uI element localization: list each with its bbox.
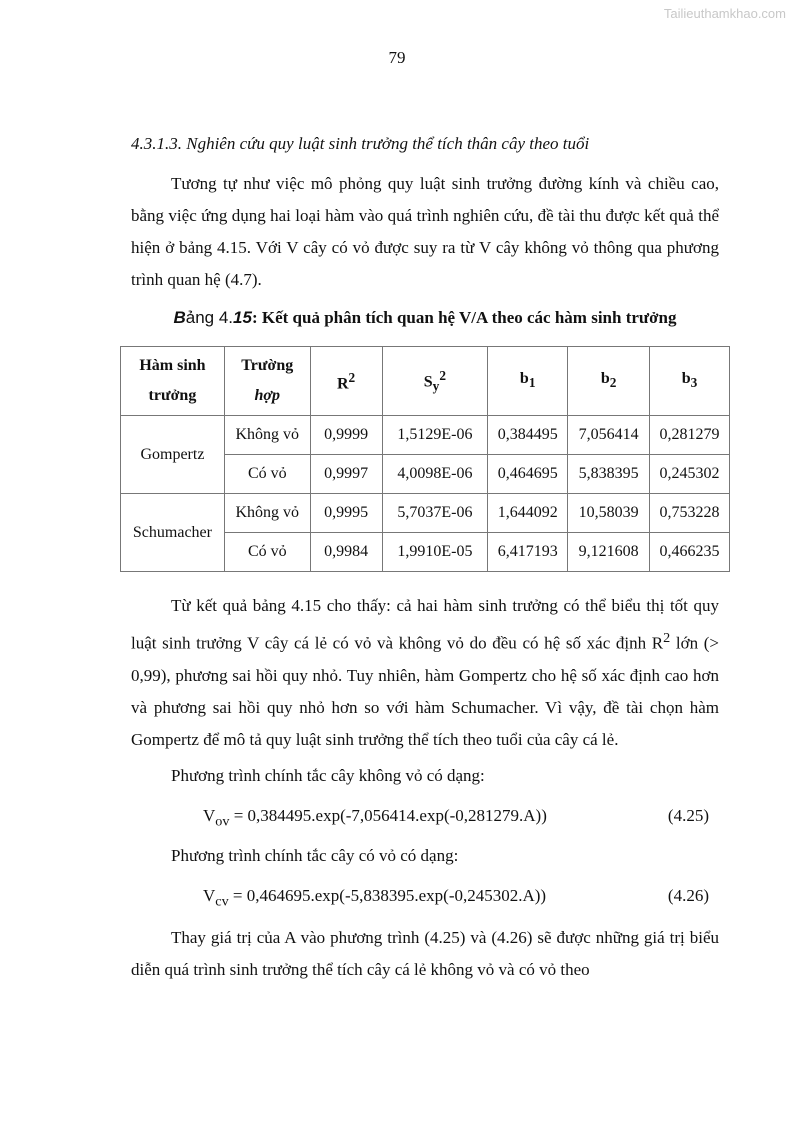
header-r2: $R^2$ xyxy=(310,347,382,416)
model-cell-gompertz: Gompertz xyxy=(121,416,225,494)
table-caption-text: : Kết quả phân tích quan hệ V/A theo các hàm sinh trưởng xyxy=(251,308,677,327)
header-sy2: $S_y^2$ xyxy=(382,347,488,416)
header-b2: $b_2$ xyxy=(568,347,650,416)
equation-expression: $V_{ov} = 0,384495.\exp(-7,056414.\exp(-0,281279.A))$ xyxy=(203,805,547,830)
equation-4-26 xyxy=(131,876,719,916)
sy2-cell: 5,7037E-06 xyxy=(382,494,488,533)
b1-cell: 6,417193 xyxy=(488,533,568,572)
paragraph-analysis: Từ kết quả bảng 4.15 cho thấy: cả hai hàm sinh trưởng có thể biểu thị tốt quy luật sinh trưởng V cây cá lẻ có vỏ và không vỏ do đều có hệ số xác định $R^2$ lớn (> 0,99), phương sai hồi quy nhỏ. Tuy nhiên, hàm Gompertz cho hệ số xác định cao hơn và phương sai hồi quy nhỏ hơn so với hàm Schumacher. Vì vậy, đề tài chọn hàm Gompertz để mô tả quy luật sinh trưởng thể tích theo tuổi của cây cá lẻ. xyxy=(131,596,719,749)
table-row xyxy=(121,494,730,533)
sy2-cell: 1,9910E-05 xyxy=(382,533,488,572)
equation-expression: $V_{cv} = 0,464695.\exp(-5,838395.\exp(-0,245302.A))$ xyxy=(203,885,547,910)
r2-cell: 0,9995 xyxy=(310,494,382,533)
paragraph-conclusion: Thay giá trị của A vào phương trình (4.25) và (4.26) sẽ được những giá trị biểu diễn quá trình sinh trưởng thể tích cây cá lẻ không vỏ và có vỏ theo xyxy=(131,927,719,979)
b1-cell: 0,384495 xyxy=(488,416,568,455)
header-b3: $b_3$ xyxy=(650,347,730,416)
header-function: Hàm sinh trưởng xyxy=(121,347,225,416)
case-cell: Có vỏ xyxy=(224,455,310,494)
case-cell: Có vỏ xyxy=(224,533,310,572)
table-header-row xyxy=(121,347,730,416)
equation-4-25 xyxy=(131,796,719,836)
b3-cell: 0,245302 xyxy=(650,455,730,494)
case-cell: Không vỏ xyxy=(224,416,310,455)
equation-2-intro: Phương trình chính tắc cây có vỏ có dạng: xyxy=(171,845,459,865)
results-table xyxy=(120,346,730,572)
paragraph-intro: Tương tự như việc mô phỏng quy luật sinh trưởng đường kính và chiều cao, bằng việc ứng dụng hai loại hàm vào quá trình nghiên cứu, đề tài thu được kết quả thể hiện ở bảng 4.15. Với V cây có vỏ được suy ra từ V cây không vỏ thông qua phương trình quan hệ (4.7). xyxy=(131,174,719,289)
header-case: Trường hợp xyxy=(224,347,310,416)
table-caption xyxy=(131,306,719,330)
b2-cell: 7,056414 xyxy=(568,416,650,455)
section-heading: 4.3.1.3. Nghiên cứu quy luật sinh trưởng thể tích thân cây theo tuổi xyxy=(131,134,590,153)
table-row xyxy=(121,416,730,455)
b2-cell: 9,121608 xyxy=(568,533,650,572)
b1-cell: 1,644092 xyxy=(488,494,568,533)
b2-cell: 10,58039 xyxy=(568,494,650,533)
header-b1: $b_1$ xyxy=(488,347,568,416)
sy2-cell: 1,5129E-06 xyxy=(382,416,488,455)
table-caption-label: Bảng 4.15 xyxy=(173,308,252,327)
page-number: 79 xyxy=(388,48,406,67)
watermark: Tailieuthamkhao.com xyxy=(663,6,786,21)
b3-cell: 0,281279 xyxy=(650,416,730,455)
document-body xyxy=(131,128,719,986)
b2-cell: 5,838395 xyxy=(568,455,650,494)
sy2-cell: 4,0098E-06 xyxy=(382,455,488,494)
r2-cell: 0,9997 xyxy=(310,455,382,494)
equation-number: (4.26) xyxy=(667,885,709,905)
model-cell-schumacher: Schumacher xyxy=(121,494,225,572)
case-cell: Không vỏ xyxy=(224,494,310,533)
b3-cell: 0,466235 xyxy=(650,533,730,572)
b1-cell: 0,464695 xyxy=(488,455,568,494)
b3-cell: 0,753228 xyxy=(650,494,730,533)
equation-1-intro: Phương trình chính tắc cây không vỏ có dạng: xyxy=(171,765,485,785)
equation-number: (4.25) xyxy=(667,805,709,825)
r2-cell: 0,9999 xyxy=(310,416,382,455)
r2-cell: 0,9984 xyxy=(310,533,382,572)
